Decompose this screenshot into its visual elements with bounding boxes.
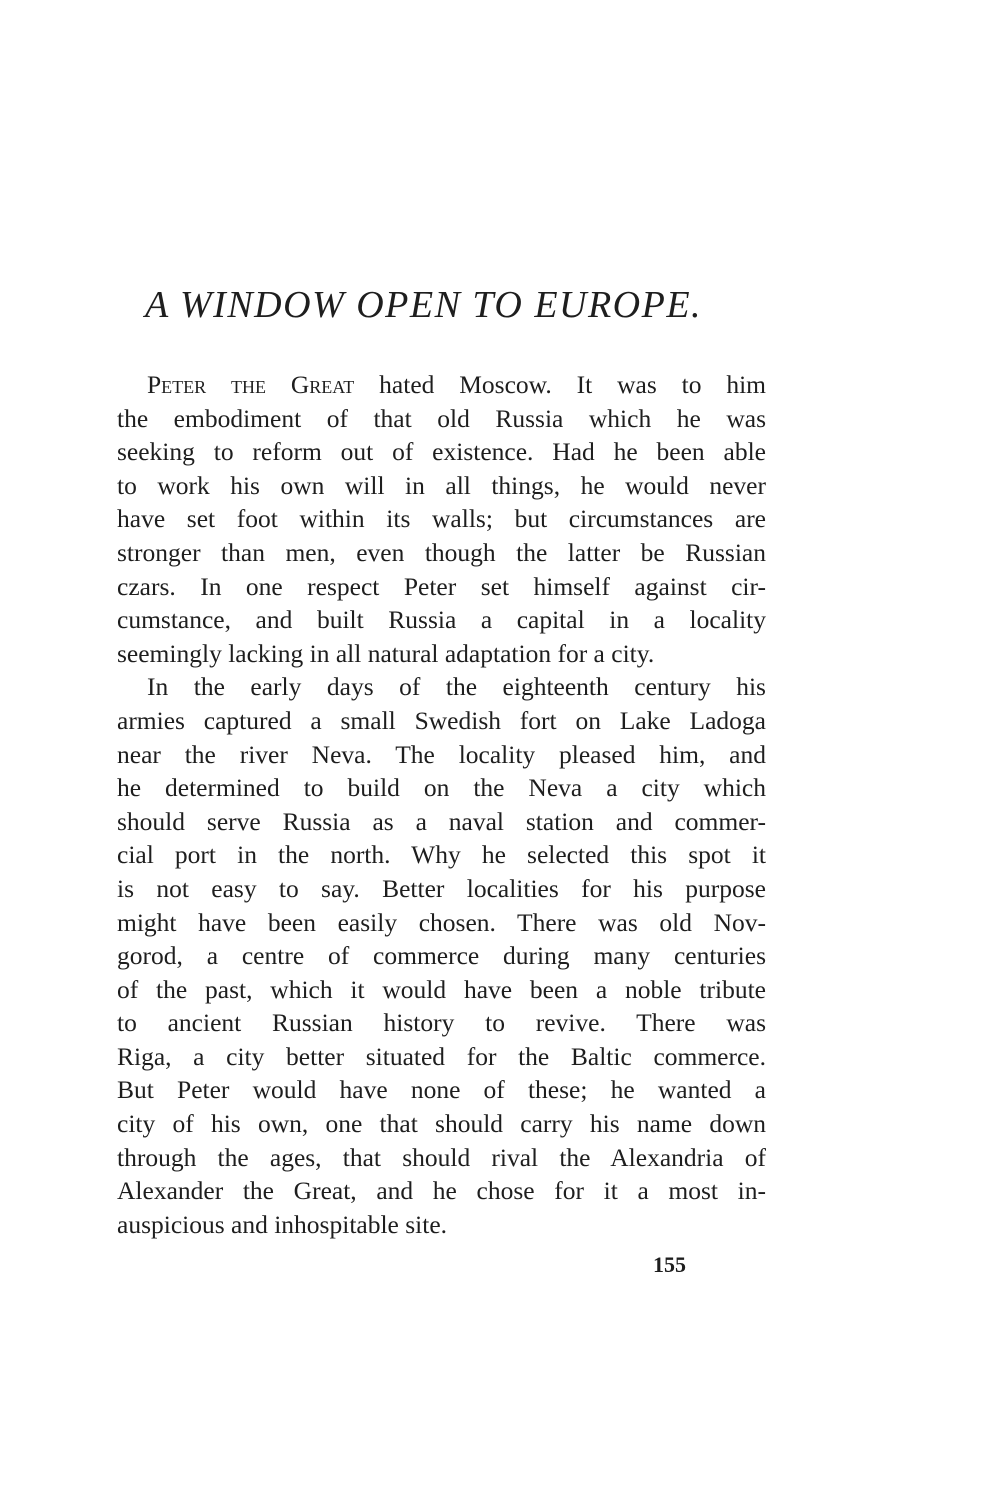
text-line: the embodiment of that old Russia which he was <box>117 403 766 433</box>
text-line: city of his own, one that should carry his name down <box>117 1109 766 1139</box>
text-line: czars. In one respect Peter set himself against cir- <box>117 571 766 601</box>
text-line <box>117 368 766 402</box>
body-text <box>117 368 766 1241</box>
text-line: gorod, a centre of commerce during many centuries <box>117 941 766 971</box>
text-line: cumstance, and built Russia a capital in a locality <box>117 605 766 635</box>
text-line: armies captured a small Swedish fort on Lake Ladoga <box>117 705 766 735</box>
chapter-title: A WINDOW OPEN TO EUROPE. <box>145 284 703 326</box>
text-line: have set foot within its walls; but circumstances are <box>117 504 766 534</box>
paragraph-1 <box>117 368 766 670</box>
text-line: is not easy to say. Better localities for his purpose <box>117 873 766 903</box>
text-line: to work his own will in all things, he would never <box>117 470 766 500</box>
text-line: near the river Neva. The locality pleased him, and <box>117 739 766 769</box>
text-line: of the past, which it would have been a noble tribute <box>117 974 766 1004</box>
text-line: might have been easily chosen. There was old Nov- <box>117 907 766 937</box>
text-line: In the early days of the eighteenth century his <box>147 672 766 702</box>
text-line: But Peter would have none of these; he wanted a <box>117 1075 766 1105</box>
text-line: Riga, a city better situated for the Baltic commerce. <box>117 1041 766 1071</box>
lead-smallcaps: Peter the Great <box>147 370 355 399</box>
text-line: Alexander the Great, and he chose for it a most in- <box>117 1176 766 1206</box>
text-line: auspicious and inhospitable site. <box>117 1209 448 1239</box>
text-line-fragment: hated Moscow. It was to him <box>354 370 767 399</box>
text-line: seeking to reform out of existence. Had he been able <box>117 437 766 467</box>
text-line: through the ages, that should rival the Alexandria of <box>117 1142 766 1172</box>
text-line: cial port in the north. Why he selected this spot it <box>117 840 766 870</box>
text-line: to ancient Russian history to revive. There was <box>117 1008 766 1038</box>
text-line: he determined to build on the Neva a city which <box>117 773 766 803</box>
page-number: 155 <box>653 1252 686 1277</box>
paragraph-2 <box>117 670 766 1241</box>
text-line: seemingly lacking in all natural adaptation for a city. <box>117 638 655 668</box>
text-line: stronger than men, even though the latter be Russian <box>117 537 766 567</box>
text-line: should serve Russia as a naval station and commer- <box>117 806 766 836</box>
